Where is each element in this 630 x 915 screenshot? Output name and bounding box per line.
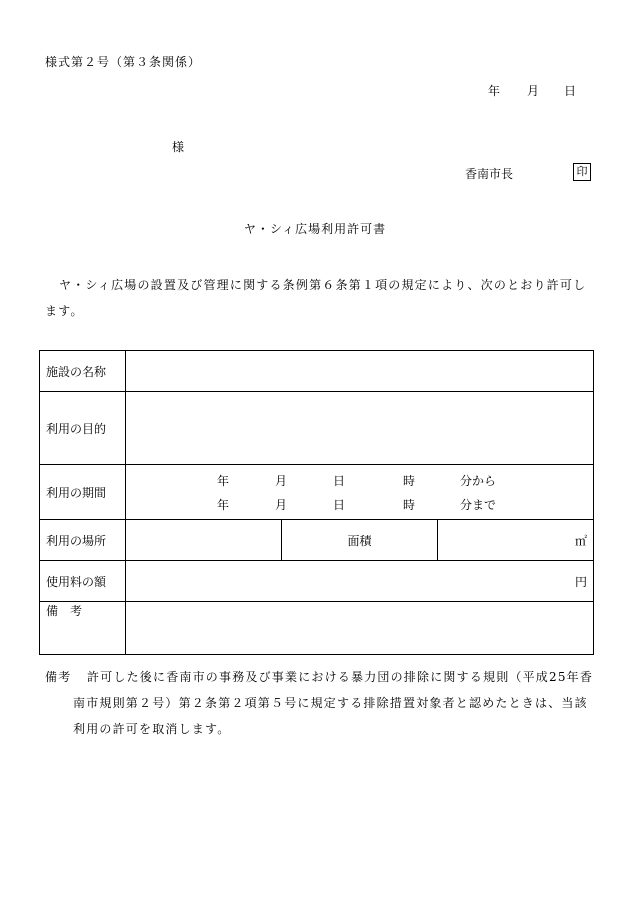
footnote-text: 許可した後に香南市の事務及び事業における暴力団の排除に関する規則（平成25年香南市規則第２号）第２条第２項第５号に規定する排除措置対象者と認めたときは、当該利用の許可を取消します。 [73,670,594,736]
period-end-year: 年 [217,498,230,512]
period-label: 利用の期間 [40,465,126,520]
period-row [40,465,594,520]
permit-form-table [39,350,594,655]
period-start-hour: 時 [403,474,416,488]
fee-unit: 円 [574,574,587,589]
seal-mark: 印 [573,163,591,181]
form-number: 様式第２号（第３条関係） [45,55,202,69]
notes-row [40,602,594,655]
date-year: 年 [488,84,501,98]
footnote [45,664,595,742]
place-field[interactable] [126,520,282,561]
fee-field[interactable] [126,561,594,602]
date-day: 日 [564,84,577,98]
area-unit: ㎡ [574,533,587,548]
place-label: 利用の場所 [40,520,126,561]
period-end-minute: 分まで [460,498,497,512]
issuer-name: 香南市長 [465,167,514,181]
period-end-day: 日 [333,498,346,512]
period-start-day: 日 [333,474,346,488]
notes-field[interactable] [126,602,594,655]
period-end-hour: 時 [403,498,416,512]
facility-name-label: 施設の名称 [40,351,126,392]
period-start-line [132,468,587,492]
area-label: 面積 [282,520,438,561]
notes-label: 備 考 [40,602,126,655]
period-start-year: 年 [217,474,230,488]
period-end-line [132,492,587,516]
fee-row [40,561,594,602]
purpose-row [40,392,594,465]
period-end-month: 月 [275,498,288,512]
addressee-suffix: 様 [172,140,185,154]
footnote-head: 備考 [45,670,72,684]
period-start-minute: 分から [460,474,497,488]
intro-text: ヤ・シィ広場の設置及び管理に関する条例第６条第１項の規定により、次のとおり許可します。 [45,278,587,318]
place-row [40,520,594,561]
facility-name-field[interactable] [126,351,594,392]
period-start-month: 月 [275,474,288,488]
period-field[interactable] [126,465,594,520]
date-month: 月 [527,84,540,98]
purpose-field[interactable] [126,392,594,465]
purpose-label: 利用の目的 [40,392,126,465]
document-title: ヤ・シィ広場利用許可書 [243,222,387,236]
facility-name-row [40,351,594,392]
fee-label: 使用料の額 [40,561,126,602]
area-field[interactable] [438,520,594,561]
